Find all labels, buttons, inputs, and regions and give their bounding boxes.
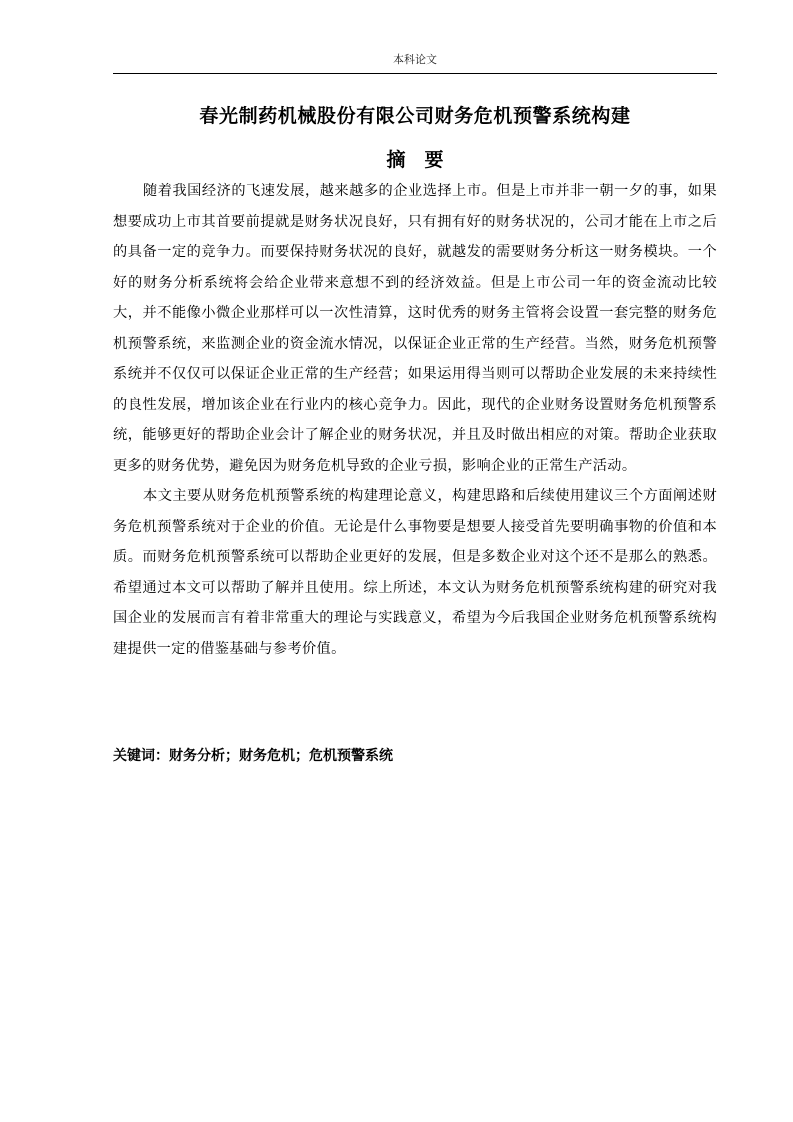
abstract-paragraph-2: 本文主要从财务危机预警系统的构建理论意义，构建思路和后续使用建议三个方面阐述财务危机预警系统对于企业的价值。无论是什么事物要是想要人接受首先要明确事物的价值和本质。而财务危机预警系统可以帮助企业更好的发展，但是多数企业对这个还不是那么的熟悉。希望通过本文可以帮助了解并且使用。综上所述，本文认为财务危机预警系统构建的研究对我国企业的发展而言有着非常重大的理论与实践意义，希望为今后我国企业财务危机预警系统构建提供一定的借鉴基础与参考价值。 bbox=[113, 488, 717, 657]
page-header: 本科论文 bbox=[393, 53, 437, 66]
keywords-line: 关键词：财务分析；财务危机；危机预警系统 bbox=[113, 748, 393, 764]
abstract-paragraph-1: 随着我国经济的飞速发展，越来越多的企业选择上市。但是上市并非一朝一夕的事，如果想要成功上市其首要前提就是财务状况良好，只有拥有好的财务状况的，公司才能在上市之后的具备一定的竞争力。而要保持财务状况的良好，就越发的需要财务分析这一财务模块。一个好的财务分析系统将会给企业带来意想不到的经济效益。但是上市公司一年的资金流动比较大，并不能像小微企业那样可以一次性清算，这时优秀的财务主管将会设置一套完整的财务危机预警系统，来监测企业的资金流水情况，以保证企业正常的生产经营。当然，财务危机预警系统并不仅仅可以保证企业正常的生产经营；如果运用得当则可以帮助企业发展的未来持续性的良性发展，增加该企业在行业内的核心竞争力。因此，现代的企业财务设置财务危机预警系统，能够更好的帮助企业会计了解企业的财务状况，并且及时做出相应的对策。帮助企业获取更多的财务优势，避免因为财务危机导致的企业亏损，影响企业的正常生产活动。 bbox=[113, 183, 717, 474]
abstract-body bbox=[113, 176, 717, 664]
document-title: 春光制药机械股份有限公司财务危机预警系统构建 bbox=[199, 105, 631, 127]
header-rule bbox=[113, 73, 717, 74]
abstract-heading: 摘要 bbox=[386, 149, 463, 171]
